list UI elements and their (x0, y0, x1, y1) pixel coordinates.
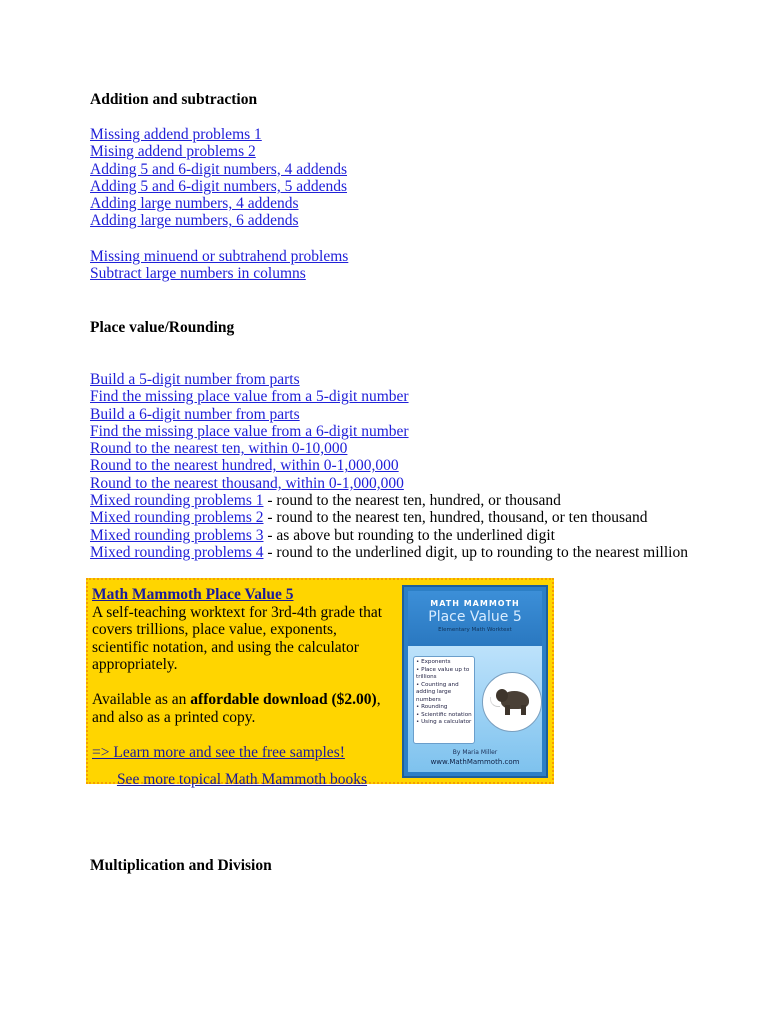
place-value-links (90, 371, 688, 561)
cover-author: By Maria Miller (452, 749, 498, 756)
link-build-6-digit[interactable]: Build a 6-digit number from parts (90, 405, 300, 423)
link-mixed-rounding-3[interactable]: Mixed rounding problems 3 (90, 526, 264, 544)
cover-topic: • Scientific notation (416, 712, 472, 720)
link-round-thousand[interactable]: Round to the nearest thousand, within 0-1,000,000 (90, 474, 404, 492)
cover-topic: • Counting and adding large numbers (416, 682, 472, 705)
cover-body (408, 646, 542, 772)
link-adding-5-6-digit-5-addends[interactable]: Adding 5 and 6-digit numbers, 5 addends (90, 177, 348, 195)
link-subtract-columns[interactable]: Subtract large numbers in columns (90, 265, 306, 283)
link-mixed-rounding-1[interactable]: Mixed rounding problems 1 (90, 492, 264, 510)
link-missing-place-5-digit[interactable]: Find the missing place value from a 5-digit number (90, 388, 409, 406)
link-adding-large-4-addends[interactable]: Adding large numbers, 4 addends (90, 195, 299, 213)
mixed-rounding-2-desc: - round to the nearest ten, hundred, thousand, or ten thousand (263, 509, 648, 527)
learn-more-link[interactable]: => Learn more and see the free samples! (92, 743, 345, 761)
cover-topic: • Place value up to trillions (416, 667, 472, 682)
link-round-ten[interactable]: Round to the nearest ten, within 0-10,000 (90, 440, 348, 458)
link-round-hundred[interactable]: Round to the nearest hundred, within 0-1,000,000 (90, 457, 399, 475)
cover-subtitle: Elementary Math Worktext (438, 627, 512, 633)
book-cover-image[interactable] (402, 585, 548, 778)
mixed-rounding-4-desc: - round to the underlined digit, up to rounding to the nearest million (263, 543, 688, 561)
link-build-5-digit[interactable]: Build a 5-digit number from parts (90, 371, 300, 388)
avail-price: affordable download ($2.00) (190, 691, 377, 708)
promo-text (92, 586, 392, 789)
see-more-books-link[interactable]: See more topical Math Mammoth books (116, 771, 368, 788)
link-missing-addend-1[interactable]: Missing addend problems 1 (90, 126, 262, 143)
cover-brand: MATH MAMMOTH (430, 599, 520, 608)
mammoth-icon (482, 672, 542, 732)
cover-title: Place Value 5 (428, 609, 522, 625)
cover-site: www.MathMammoth.com (430, 758, 520, 766)
cover-topic: • Rounding (416, 704, 472, 712)
promo-title-link[interactable]: Math Mammoth Place Value 5 (92, 586, 294, 603)
cover-header (408, 591, 542, 646)
avail-suffix: , and also as a printed copy. (92, 691, 381, 726)
promo-description: A self-teaching worktext for 3rd-4th grade that covers trillions, place value, exponents, scientific notation, and using the calculator appropriately. (92, 603, 383, 673)
promo-box (86, 578, 554, 788)
mixed-rounding-3-desc: - as above but rounding to the underlined digit (263, 526, 555, 544)
addition-links (90, 126, 347, 230)
link-missing-minuend[interactable]: Missing minuend or subtrahend problems (90, 248, 349, 265)
section-heading-place-value: Place value/Rounding (90, 319, 235, 336)
section-heading-multiplication: Multiplication and Division (90, 857, 272, 874)
link-adding-large-6-addends[interactable]: Adding large numbers, 6 addends (90, 212, 299, 230)
avail-prefix: Available as an (92, 691, 191, 708)
link-missing-addend-2[interactable]: Mising addend problems 2 (90, 143, 256, 161)
promo-availability (92, 691, 392, 726)
link-mixed-rounding-4[interactable]: Mixed rounding problems 4 (90, 543, 264, 561)
link-missing-place-6-digit[interactable]: Find the missing place value from a 6-digit number (90, 422, 409, 440)
cover-topic: • Using a calculator (416, 719, 472, 727)
mixed-rounding-1-desc: - round to the nearest ten, hundred, or thousand (263, 492, 561, 510)
link-adding-5-6-digit-4-addends[interactable]: Adding 5 and 6-digit numbers, 4 addends (90, 160, 348, 178)
cover-topic-list (413, 656, 475, 744)
cover-topic: • Exponents (416, 659, 472, 667)
section-heading-addition: Addition and subtraction (90, 91, 258, 108)
subtraction-links (90, 248, 348, 283)
link-mixed-rounding-2[interactable]: Mixed rounding problems 2 (90, 509, 264, 527)
